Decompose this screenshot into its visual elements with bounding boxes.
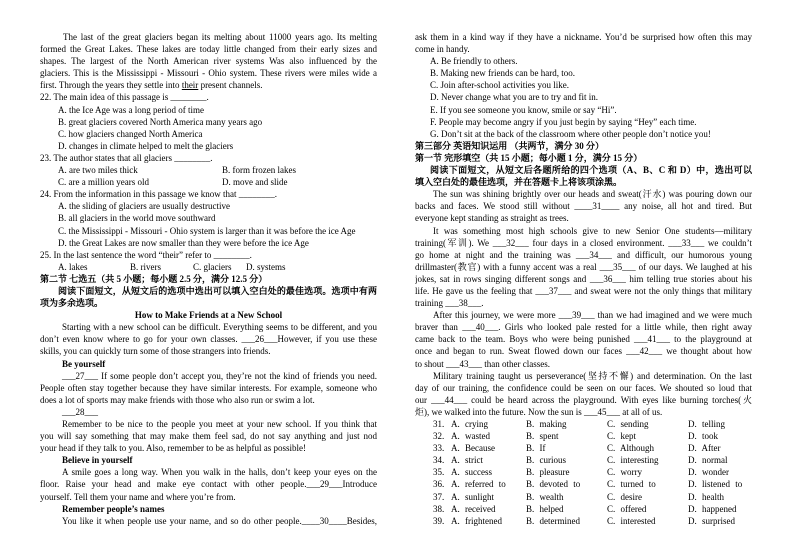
answer-option: C. interesting: [607, 455, 659, 466]
question-stem: 23. The author states that all glaciers ________.: [40, 152, 213, 163]
answer-option: C. turned to: [607, 479, 656, 490]
passage-line: formed the Great Lakes. These lakes are today little changed from their early sizes and: [40, 44, 377, 55]
option-row: [415, 430, 752, 442]
subheading: Remember people’s names: [62, 503, 165, 514]
article-line: ask them in a kind way if they have a nickname. You’d be surprised how often this may: [415, 32, 752, 42]
answer-option: D. move and slide: [222, 177, 288, 188]
subheading-blank: ___28___: [62, 406, 98, 417]
instruction-line: 阅读下面短文，从短文后各题所给的四个选项（A、B、C 和 D）中，选出可以: [430, 165, 752, 176]
passage-line: shapes. The largest of the North American river systems Was also influenced by the: [40, 56, 377, 67]
question-stem: 24. From the information in this passage we know that ________.: [40, 189, 277, 200]
answer-option: A. crying: [451, 419, 488, 429]
option-row: [40, 176, 377, 188]
answer-option: B. form frozen lakes: [222, 165, 296, 176]
instruction-line: 阅读下面短文，从短文后的选项中选出可以填入空白处的最佳选项。选项中有两: [58, 285, 377, 296]
passage-line: The last of the great glaciers began its melting about 11000 years ago. Its melting: [63, 32, 377, 42]
article-line: come in handy.: [415, 44, 470, 55]
option-number: 39.: [433, 515, 445, 526]
option-row: [415, 503, 752, 515]
answer-option: C. are a million years old: [58, 177, 149, 188]
answer-option: A. are two miles thick: [58, 165, 138, 176]
answer-option: C. offered: [607, 503, 647, 514]
cloze-line: After this journey, we were more ___39___ than we had imagined and we were much: [433, 310, 752, 321]
cloze-line: training(军训). We ___32___ four days in a closed environment. ___33___ we couldn’t: [415, 237, 752, 248]
cloze-line: It was something most high schools give to new Senior One students—military: [433, 225, 752, 236]
answer-option: C. glaciers: [193, 261, 232, 272]
choice-item: E. If you see someone you know, smile or say “Hi”.: [430, 104, 617, 115]
left-column: [40, 31, 377, 527]
cloze-line: Military training taught us perseverance(坚持不懈) and determination. On the last: [433, 370, 752, 381]
answer-option: A. success: [451, 467, 492, 478]
subheading: Believe in yourself: [62, 455, 133, 466]
passage-line: glaciers. This is the Mississippi - Missouri - Ohio system. These rivers were miles wide a: [40, 68, 377, 79]
answer-option: B. all glaciers in the world move southward: [58, 213, 216, 224]
cloze-line: backs and faces. We stood still without ____31____ any noise, all hot and tired. But: [415, 201, 752, 212]
answer-option: D. changes in climate helped to melt the glaciers: [58, 140, 234, 151]
answer-option: A. referred to: [451, 479, 506, 490]
option-number: 32.: [433, 431, 445, 442]
article-line: you will say something that may make them feel sad, do not say anything and just nod: [40, 431, 377, 442]
answer-option: B. wealth: [526, 491, 564, 502]
option-number: 31.: [433, 419, 445, 429]
choice-item: C. Join after-school activities you like.: [430, 80, 570, 91]
answer-option: B. curious: [526, 455, 566, 466]
answer-option: A. Because: [451, 443, 495, 454]
passage-text: first. Through the years they settle into: [40, 80, 182, 91]
article-line: Remember to be nice to the people you meet at your new school. If you think that: [62, 419, 377, 429]
cloze-line: came back to the team. Boys who were being punished ___41___ to the playground at: [415, 334, 752, 345]
answer-option: A. the Ice Age was a long period of time: [58, 104, 204, 115]
answer-option: B. pleasure: [526, 467, 570, 478]
option-row: [415, 442, 752, 454]
cloze-line: 炬), we walked into the future. Now the sun is ___45___ at all of us.: [415, 406, 663, 417]
answer-option: C. worry: [607, 467, 642, 478]
cloze-line: go home at night and the training was ___34___ and difficult, our humorous young: [415, 249, 752, 260]
answer-option: C. interested: [607, 515, 656, 526]
option-row: [40, 164, 377, 176]
answer-option: B. If: [526, 443, 546, 454]
article-line: floor. Raise your head and make eye contact with other people.___29___Introduce: [40, 479, 377, 490]
answer-option: C. sending: [607, 419, 649, 429]
option-row: [415, 454, 752, 466]
article-line: does a lot of sports may make friends with those who also run or swim a lot.: [40, 394, 315, 405]
answer-option: C. the Mississippi - Missouri - Ohio system is larger than it was before the ice Age: [58, 225, 356, 236]
cloze-line: day of our training, the confidence could be seen on our faces. We shouted so loud that: [415, 382, 752, 393]
answer-option: C. kept: [607, 431, 636, 442]
article-line: Starting with a new school can be difficult. Everything seems to be different, and you: [62, 322, 377, 333]
question-stem: 25. In the last sentence the word “their” refer to ________.: [40, 249, 252, 260]
section-heading: 第二节 七选五（共 5 小题；每小题 2.5 分，满分 12.5 分）: [40, 273, 268, 284]
article-line: your head if they talk to you. Also, remember to be as helpful as possible!: [40, 443, 306, 454]
answer-option: B. great glaciers covered North America many years ago: [58, 116, 263, 127]
article-title: How to Make Friends at a New School: [134, 310, 283, 321]
cloze-line: everyone kept standing as straight as trees.: [415, 213, 569, 224]
answer-option: A. wasted: [451, 431, 490, 442]
cloze-line: drillmaster(教官) with a funny accent was a real ___35___ of our days. We laughed at his: [415, 261, 752, 272]
cloze-line: once and began to run. Sweat flowed down our faces ___42___ we thought about how: [415, 346, 752, 357]
option-row: [415, 515, 752, 527]
option-row: [40, 261, 377, 273]
question-stem: 22. The main idea of this passage is ________.: [40, 92, 209, 103]
option-row: [415, 466, 752, 478]
article-line: skills, you can quickly turn some of those strangers into friends.: [40, 346, 271, 357]
option-number: 37.: [433, 491, 445, 502]
instruction-line: 项为多余选项。: [40, 298, 104, 309]
option-number: 35.: [433, 467, 445, 478]
answer-option: D. After: [688, 443, 721, 454]
answer-option: B. determined: [526, 515, 580, 526]
cloze-line: our ___44___ could be heard across the playground. With eyes like burning torches(火: [415, 394, 752, 405]
answer-option: A. frightened: [451, 515, 502, 526]
answer-option: D. wonder: [688, 467, 729, 478]
answer-option: D. systems: [246, 261, 286, 272]
answer-option: B. helped: [526, 503, 564, 514]
answer-option: A. the sliding of glaciers are usually destructive: [58, 201, 230, 212]
choice-item: F. People may become angry if you just begin by saying “Hey” each time.: [430, 116, 697, 127]
choice-item: G. Don’t sit at the back of the classroom where other people don’t notice you!: [430, 128, 711, 139]
answer-option: A. strict: [451, 455, 483, 466]
section-heading: 第一节 完形填空（共 15 小题；每小题 1 分，满分 15 分）: [415, 152, 643, 163]
option-number: 38.: [433, 503, 445, 514]
option-number: 34.: [433, 455, 445, 466]
option-row: [415, 478, 752, 490]
option-row: [415, 491, 752, 503]
part-heading: 第三部分 英语知识运用 （共两节，满分 30 分）: [415, 140, 605, 151]
answer-option: D. listened to: [688, 479, 743, 490]
answer-option: B. making: [526, 419, 567, 429]
answer-option: D. happened: [688, 503, 737, 514]
answer-option: C. Although: [607, 443, 655, 454]
answer-option: D. normal: [688, 455, 728, 466]
answer-option: D. the Great Lakes are now smaller than they were before the ice Age: [58, 237, 309, 248]
answer-option: A. lakes: [58, 261, 88, 272]
answer-option: D. took: [688, 431, 718, 442]
cloze-line: jokes, sat in rows singing different songs and ___36___ him telling true stories about his: [415, 273, 752, 284]
passage-last-line: [40, 79, 377, 91]
article-line: A smile goes a long way. When you walk in the halls, don’t keep your eyes on the: [62, 467, 377, 478]
cloze-line: training ___38___.: [415, 298, 484, 309]
cloze-line: to shout ___43___ than other classes.: [415, 358, 550, 369]
answer-option: C. desire: [607, 491, 642, 502]
passage-text: present channels.: [198, 80, 263, 91]
cloze-line: braver than ___40___. Girls who looked pale rested for a little while, then right away: [415, 322, 752, 333]
instruction-line: 填入空白处的最佳选项，并在答题卡上将该项涂黑。: [415, 177, 623, 188]
answer-option: D. telling: [688, 419, 725, 429]
answer-option: A. received: [451, 503, 496, 514]
cloze-line: The sun was shining brightly over our heads and sweat(汗水) was pouring down our: [433, 189, 752, 200]
article-line: don’t even know where to go for your own classes. ___26___However, if you use these: [40, 334, 377, 345]
choice-item: D. Never change what you are to try and fit in.: [430, 92, 598, 103]
underlined-word: their: [181, 80, 199, 91]
choice-item: B. Making new friends can be hard, too.: [430, 68, 575, 79]
article-line: yourself. Tell them your name and where you’re from.: [40, 491, 236, 502]
right-column: [415, 31, 752, 527]
option-row: [415, 418, 752, 430]
answer-option: C. how glaciers changed North America: [58, 128, 203, 139]
answer-option: B. spent: [526, 431, 559, 442]
answer-option: A. sunlight: [451, 491, 495, 502]
cloze-line: life. He gave us the feeling that ___37___ and sweat were not the only things that military: [415, 285, 752, 296]
answer-option: D. health: [688, 491, 724, 502]
option-number: 33.: [433, 443, 445, 454]
article-line: People often stay together because they have similar interests. For example, someone who: [40, 382, 377, 393]
choice-item: A. Be friendly to others.: [430, 56, 518, 67]
answer-option: B. rivers: [130, 261, 161, 272]
answer-option: D. surprised: [688, 515, 735, 526]
article-line: ___27___ If some people don’t accept you, they’re not the kind of friends you need.: [62, 370, 377, 381]
answer-option: B. devoted to: [526, 479, 581, 490]
subheading: Be yourself: [62, 358, 106, 369]
option-number: 36.: [433, 479, 445, 490]
article-line: You like it when people use your name, and so do other people.____30____Besides,: [62, 515, 377, 526]
